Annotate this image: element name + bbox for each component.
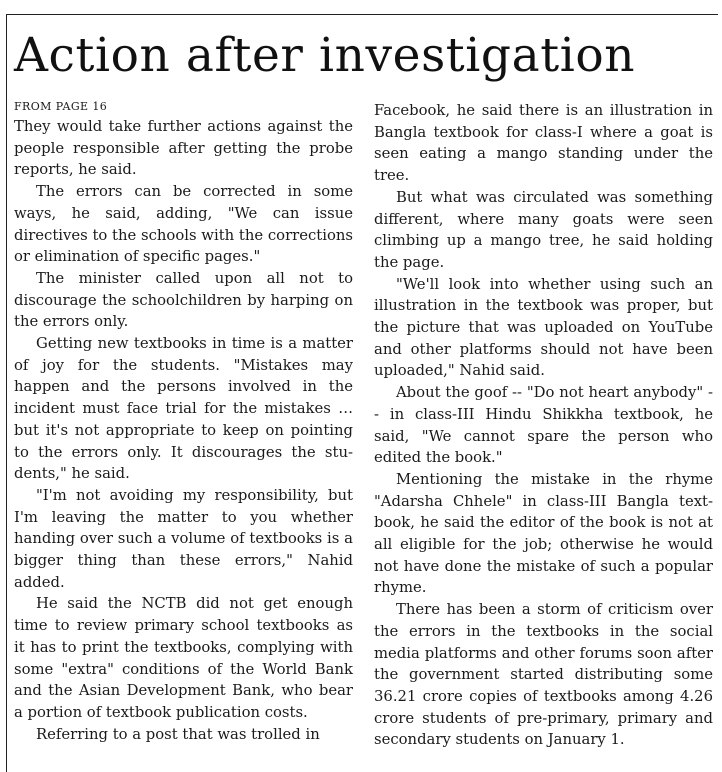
paragraph: Referring to a post that was trolled in bbox=[36, 725, 320, 743]
paragraph: "I'm not avoiding my responsibility, but I'm leaving the matter to you whether handing over such a volume of textbooks is a bigger thing than these errors," Nahid added. bbox=[14, 486, 353, 591]
paragraph: About the goof -- "Do not heart anybody" -- in class-III Hindu Shikkha textbook, he said, "We cannot spare the person who edited the book." bbox=[374, 384, 713, 467]
paragraph: Getting new textbooks in time is a matter of joy for the students. "Mistakes may happen and the persons involved in the incident must face trial for the mistakes … but it's not appropriate to keep on pointing to the errors only. It discourages the students," he said. bbox=[14, 335, 353, 483]
right-column bbox=[374, 100, 713, 751]
paragraph: But what was circulated was something different, where many goats were seen climbing up a mango tree, he said holding the page. bbox=[374, 188, 713, 271]
paragraph: They would take further actions against the people responsible after getting the probe reports, he said. bbox=[14, 118, 353, 179]
paragraph: He said the NCTB did not get enough time to review primary school textbooks as it has to print the textbooks, complying with some "extra" conditions of the World Bank and the Asian Development Bank, who bear a portion of textbook publication costs. bbox=[14, 595, 353, 721]
jump-line: FROM PAGE 16 bbox=[14, 100, 108, 113]
paragraph: The minister called upon all not to discourage the schoolchildren by harping on the errors only. bbox=[14, 269, 353, 331]
paragraph: "We'll look into whether using such an illustration in the textbook was proper, but the picture that was uploaded on YouTube and other platforms should not have been uploaded," Nahid said. bbox=[374, 275, 713, 380]
left-column bbox=[14, 100, 353, 745]
paragraph: The errors can be corrected in some ways, he said, adding, "We can issue directives to the schools with the corrections or elimination of specific pages." bbox=[14, 183, 353, 266]
paragraph: Facebook, he said there is an illustration in Bangla textbook for class-I where a goat is seen eating a mango standing under the tree. bbox=[374, 102, 713, 185]
left-rule bbox=[6, 14, 7, 772]
paragraph: Mentioning the mistake in the rhyme "Adarsha Chhele" in class-III Bangla textbook, he said the editor of the book is not at all eligible for the job; otherwise he would not have done the mistake of such a popular rhyme. bbox=[374, 470, 713, 597]
top-rule bbox=[6, 14, 718, 15]
headline: Action after investigation bbox=[14, 28, 636, 83]
paragraph: There has been a storm of criticism over the errors in the textbooks in the social media platforms and other forums soon after the government started distributing some 36.21 crore copies of textbooks among 4.26 crore students of pre-primary, primary and secondary students on January 1. bbox=[374, 601, 713, 749]
